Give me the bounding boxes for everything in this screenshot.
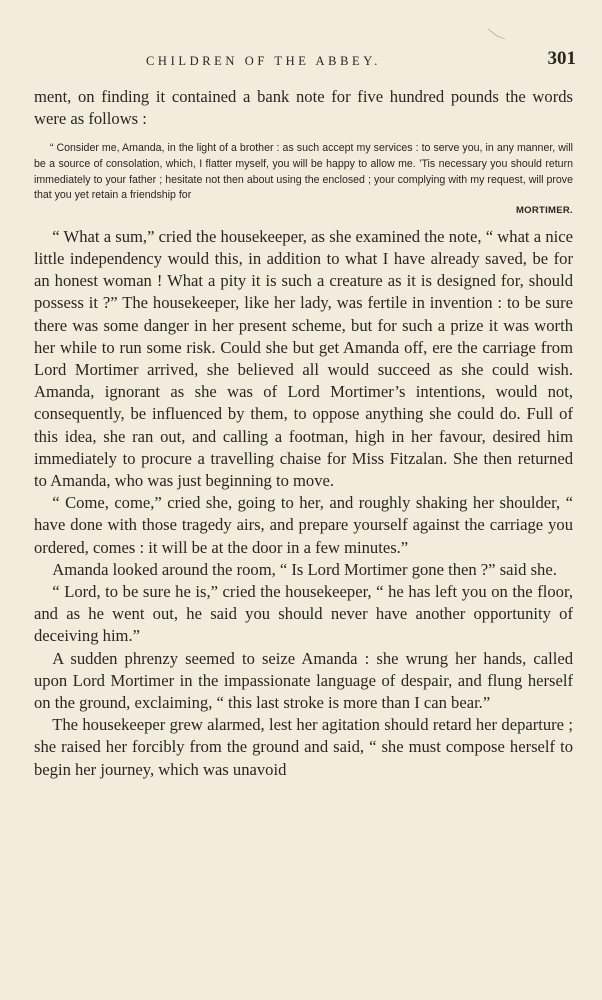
page-number: 301 [547, 48, 576, 69]
page-body [34, 86, 573, 781]
letter-signature: MORTIMER. [515, 204, 573, 216]
paragraph: The housekeeper grew alarmed, lest her agitation should retard her departure ; she raised her forcibly from the ground and said, “ she must compose herself to begin her journey, which was unavoid [34, 715, 573, 779]
paragraph: “ Lord, to be sure he is,” cried the housekeeper, “ he has left you on the floor, and as he went out, he said you should never have another opportunity of deceiving him.” [34, 582, 573, 646]
letter-text: “ Consider me, Amanda, in the light of a brother : as such accept my services : to serve you, in any manner, will be a source of consolation, which, I flatter myself, you will be happy to allow me. ’Tis necessary you should return immediately to your father ; hesitate not then about using the enclosed ; your complying with my request, will prove that you yet retain a friendship for [34, 142, 573, 202]
paragraph: A sudden phrenzy seemed to seize Amanda : she wrung her hands, called upon Lord Mortimer in the impassionate language of despair, and flung herself on the ground, exclaiming, “ this last stroke is more than I can bear.” [34, 648, 573, 713]
paragraph: Amanda looked around the room, “ Is Lord Mortimer gone then ?” said she. [52, 559, 557, 579]
paragraph: “ What a sum,” cried the housekeeper, as she examined the note, “ what a nice little independency would this, in addition to what I have already saved, be for an honest woman ! What a pity it is such a creature as it is designed for, should possess it ?” The housekeeper, like her lady, was fertile in invention : to be sure there was some danger in her present scheme, but for such a prize it was worth her while to run some risk. Could she but get Amanda off, ere the carriage from Lord Mortimer arrived, she believed all would succeed as she could wish. Amanda, ignorant as she was of Lord Mortimer’s intentions, would not, consequently, be influenced by them, to oppose anything she could do. Full of this idea, she ran out, and calling a footman, high in her favour, desired him immediately to procure a travelling chaise for Miss Fitzalan. She then returned to Amanda, who was just beginning to move. [34, 226, 573, 491]
pencil-mark [487, 27, 507, 41]
running-head: CHILDREN OF THE ABBEY. [146, 54, 382, 68]
paragraph: ment, on finding it contained a bank note for five hundred pounds the words were as follows : [34, 87, 573, 129]
page-header [36, 48, 576, 72]
paragraph: “ Come, come,” cried she, going to her, and roughly shaking her shoulder, “ have done with those tragedy airs, and prepare yourself against the carriage you ordered, comes : it will be at the door in a few minutes.” [34, 493, 573, 557]
